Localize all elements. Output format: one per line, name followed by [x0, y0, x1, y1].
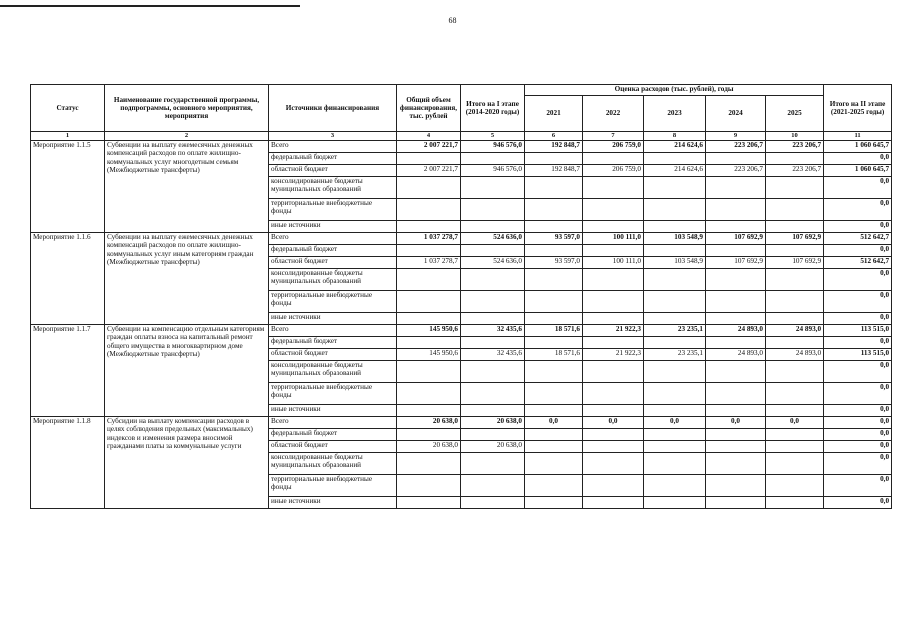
header-year: 2021 [525, 96, 583, 132]
source-label: консолидированные бюджеты муниципальных образований [269, 453, 397, 475]
value-cell [461, 153, 525, 165]
value-cell [706, 361, 766, 383]
column-number: 2 [105, 132, 269, 141]
value-cell [397, 337, 461, 349]
value-cell [525, 313, 583, 325]
value-cell: 93 597,0 [525, 233, 583, 245]
value-cell [525, 383, 583, 405]
value-cell [397, 199, 461, 221]
value-cell [644, 199, 706, 221]
value-cell: 0,0 [824, 383, 892, 405]
measure-name: Субсидии на выплату компенсации расходов в целях соблюдения предельных (максимальных) индексов и изменения размера вносимой гражданами платы за коммунальные услуги [105, 417, 269, 509]
column-number: 6 [525, 132, 583, 141]
table-row [31, 417, 892, 429]
value-cell [766, 453, 824, 475]
value-cell: 113 515,0 [824, 325, 892, 337]
header-sources: Источники финансирования [269, 85, 397, 132]
source-label: Всего [269, 233, 397, 245]
value-cell [461, 429, 525, 441]
value-cell [706, 245, 766, 257]
source-label: консолидированные бюджеты муниципальных образований [269, 361, 397, 383]
value-cell [706, 177, 766, 199]
value-cell [461, 361, 525, 383]
value-cell: 24 893,0 [766, 349, 824, 361]
value-cell [461, 453, 525, 475]
value-cell: 223 206,7 [706, 165, 766, 177]
value-cell [766, 475, 824, 497]
value-cell [461, 177, 525, 199]
value-cell: 0,0 [824, 417, 892, 429]
value-cell [583, 497, 644, 509]
value-cell: 113 515,0 [824, 349, 892, 361]
value-cell [397, 153, 461, 165]
value-cell: 524 636,0 [461, 257, 525, 269]
value-cell: 946 576,0 [461, 141, 525, 153]
value-cell: 2 007 221,7 [397, 141, 461, 153]
value-cell: 93 597,0 [525, 257, 583, 269]
value-cell [461, 199, 525, 221]
value-cell: 0,0 [824, 441, 892, 453]
value-cell [706, 475, 766, 497]
value-cell [461, 337, 525, 349]
source-label: территориальные внебюджетные фонды [269, 291, 397, 313]
value-cell: 21 922,3 [583, 349, 644, 361]
source-label: областной бюджет [269, 441, 397, 453]
value-cell [644, 441, 706, 453]
value-cell: 145 950,6 [397, 325, 461, 337]
table-row [31, 233, 892, 245]
value-cell [461, 405, 525, 417]
value-cell: 24 893,0 [766, 325, 824, 337]
value-cell: 206 759,0 [583, 165, 644, 177]
value-cell: 103 548,9 [644, 257, 706, 269]
table-row [31, 141, 892, 153]
value-cell [644, 221, 706, 233]
value-cell: 0,0 [824, 269, 892, 291]
value-cell [644, 269, 706, 291]
value-cell [397, 313, 461, 325]
source-label: областной бюджет [269, 349, 397, 361]
value-cell: 0,0 [824, 177, 892, 199]
measure-name: Субвенции на выплату ежемесячных денежных компенсаций расходов по оплате жилищно-коммунальных услуг многодетным семьям (Межбюджетные трансферты) [105, 141, 269, 233]
value-cell: 0,0 [824, 475, 892, 497]
value-cell: 214 624,6 [644, 141, 706, 153]
value-cell: 103 548,9 [644, 233, 706, 245]
value-cell [525, 441, 583, 453]
value-cell [766, 383, 824, 405]
value-cell: 214 624,6 [644, 165, 706, 177]
value-cell [583, 291, 644, 313]
value-cell [397, 245, 461, 257]
source-label: Всего [269, 325, 397, 337]
value-cell [583, 269, 644, 291]
value-cell [525, 153, 583, 165]
value-cell [706, 441, 766, 453]
value-cell: 512 642,7 [824, 257, 892, 269]
value-cell: 107 692,9 [706, 233, 766, 245]
value-cell [397, 361, 461, 383]
value-cell: 512 642,7 [824, 233, 892, 245]
value-cell [766, 405, 824, 417]
source-label: территориальные внебюджетные фонды [269, 383, 397, 405]
source-label: иные источники [269, 221, 397, 233]
value-cell [644, 361, 706, 383]
value-cell [525, 361, 583, 383]
value-cell [525, 245, 583, 257]
value-cell [525, 199, 583, 221]
value-cell [644, 383, 706, 405]
source-label: консолидированные бюджеты муниципальных образований [269, 269, 397, 291]
measure-name: Субвенции на выплату ежемесячных денежных компенсаций расходов по оплате жилищно-коммунальных услуг иным категориям граждан (Межбюджетные трансферты) [105, 233, 269, 325]
value-cell [583, 177, 644, 199]
value-cell: 0,0 [824, 361, 892, 383]
measure-status: Мероприятие 1.1.5 [31, 141, 105, 233]
measure-status: Мероприятие 1.1.7 [31, 325, 105, 417]
value-cell [706, 453, 766, 475]
value-cell: 1 037 278,7 [397, 257, 461, 269]
top-rule [0, 5, 300, 7]
value-cell [583, 405, 644, 417]
value-cell [644, 245, 706, 257]
value-cell [706, 405, 766, 417]
table-row [31, 325, 892, 337]
value-cell [644, 475, 706, 497]
value-cell: 32 435,6 [461, 325, 525, 337]
column-number: 10 [766, 132, 824, 141]
value-cell: 0,0 [824, 153, 892, 165]
value-cell: 1 060 645,7 [824, 165, 892, 177]
value-cell [525, 177, 583, 199]
value-cell: 223 206,7 [766, 141, 824, 153]
value-cell: 0,0 [824, 497, 892, 509]
value-cell [525, 269, 583, 291]
measure-status: Мероприятие 1.1.6 [31, 233, 105, 325]
value-cell [525, 475, 583, 497]
value-cell: 0,0 [525, 417, 583, 429]
source-label: Всего [269, 141, 397, 153]
header-stage2: Итого на II этапе (2021-2025 годы) [824, 85, 892, 132]
value-cell: 0,0 [766, 417, 824, 429]
value-cell: 0,0 [824, 199, 892, 221]
value-cell: 0,0 [824, 313, 892, 325]
value-cell [644, 177, 706, 199]
value-cell [766, 429, 824, 441]
value-cell: 107 692,9 [766, 257, 824, 269]
value-cell: 100 111,0 [583, 233, 644, 245]
value-cell: 2 007 221,7 [397, 165, 461, 177]
value-cell [525, 453, 583, 475]
value-cell [461, 475, 525, 497]
value-cell [766, 153, 824, 165]
value-cell [706, 291, 766, 313]
source-label: территориальные внебюджетные фонды [269, 199, 397, 221]
value-cell: 107 692,9 [706, 257, 766, 269]
source-label: консолидированные бюджеты муниципальных образований [269, 177, 397, 199]
source-label: Всего [269, 417, 397, 429]
value-cell [583, 453, 644, 475]
value-cell: 20 638,0 [461, 441, 525, 453]
value-cell [461, 291, 525, 313]
source-label: федеральный бюджет [269, 337, 397, 349]
value-cell [706, 269, 766, 291]
header-status: Статус [31, 85, 105, 132]
column-number: 3 [269, 132, 397, 141]
value-cell: 0,0 [583, 417, 644, 429]
value-cell [766, 441, 824, 453]
value-cell [706, 383, 766, 405]
header-stage1: Итого на I этапе (2014-2020 годы) [461, 85, 525, 132]
value-cell [644, 291, 706, 313]
value-cell [706, 337, 766, 349]
value-cell [644, 429, 706, 441]
value-cell [766, 313, 824, 325]
value-cell: 0,0 [706, 417, 766, 429]
value-cell: 18 571,6 [525, 349, 583, 361]
value-cell [583, 361, 644, 383]
column-number: 11 [824, 132, 892, 141]
value-cell [525, 221, 583, 233]
value-cell: 0,0 [824, 337, 892, 349]
value-cell: 20 638,0 [397, 441, 461, 453]
header-year: 2024 [706, 96, 766, 132]
value-cell: 20 638,0 [397, 417, 461, 429]
value-cell: 223 206,7 [766, 165, 824, 177]
value-cell [461, 383, 525, 405]
column-number: 8 [644, 132, 706, 141]
value-cell [583, 221, 644, 233]
value-cell: 145 950,6 [397, 349, 461, 361]
value-cell: 18 571,6 [525, 325, 583, 337]
value-cell: 0,0 [824, 245, 892, 257]
source-label: областной бюджет [269, 257, 397, 269]
header-year: 2022 [583, 96, 644, 132]
value-cell [644, 497, 706, 509]
value-cell [525, 337, 583, 349]
source-label: федеральный бюджет [269, 153, 397, 165]
value-cell [766, 291, 824, 313]
value-cell [766, 337, 824, 349]
value-cell: 20 638,0 [461, 417, 525, 429]
value-cell [706, 221, 766, 233]
value-cell [706, 199, 766, 221]
value-cell [766, 199, 824, 221]
value-cell: 107 692,9 [766, 233, 824, 245]
value-cell [583, 337, 644, 349]
value-cell [461, 269, 525, 291]
value-cell: 0,0 [824, 405, 892, 417]
value-cell: 32 435,6 [461, 349, 525, 361]
value-cell [583, 383, 644, 405]
value-cell [583, 441, 644, 453]
page-number: 68 [448, 16, 457, 25]
value-cell [397, 429, 461, 441]
value-cell [766, 361, 824, 383]
value-cell: 0,0 [824, 291, 892, 313]
value-cell [525, 497, 583, 509]
value-cell: 24 893,0 [706, 349, 766, 361]
value-cell [397, 405, 461, 417]
value-cell [766, 497, 824, 509]
column-number: 5 [461, 132, 525, 141]
column-number: 4 [397, 132, 461, 141]
value-cell [525, 405, 583, 417]
header-total: Общий объем финансирования, тыс. рублей [397, 85, 461, 132]
value-cell: 192 848,7 [525, 141, 583, 153]
value-cell: 100 111,0 [583, 257, 644, 269]
column-number: 9 [706, 132, 766, 141]
value-cell: 206 759,0 [583, 141, 644, 153]
source-label: областной бюджет [269, 165, 397, 177]
measure-status: Мероприятие 1.1.8 [31, 417, 105, 509]
source-label: иные источники [269, 497, 397, 509]
value-cell: 0,0 [644, 417, 706, 429]
value-cell [397, 475, 461, 497]
value-cell: 1 037 278,7 [397, 233, 461, 245]
value-cell [397, 453, 461, 475]
header-name: Наименование государственной программы, подпрограммы, основного мероприятия, мероприятия [105, 85, 269, 132]
value-cell [397, 383, 461, 405]
value-cell: 223 206,7 [706, 141, 766, 153]
value-cell [583, 313, 644, 325]
header-year: 2023 [644, 96, 706, 132]
value-cell [706, 497, 766, 509]
value-cell [397, 291, 461, 313]
value-cell: 0,0 [824, 453, 892, 475]
value-cell [397, 221, 461, 233]
value-cell [644, 313, 706, 325]
header-estimate: Оценка расходов (тыс. рублей), годы [525, 85, 824, 96]
value-cell [583, 475, 644, 497]
value-cell: 21 922,3 [583, 325, 644, 337]
value-cell [461, 313, 525, 325]
value-cell: 23 235,1 [644, 349, 706, 361]
value-cell [397, 269, 461, 291]
source-label: территориальные внебюджетные фонды [269, 475, 397, 497]
value-cell: 24 893,0 [706, 325, 766, 337]
header-year: 2025 [766, 96, 824, 132]
value-cell [766, 221, 824, 233]
value-cell [583, 153, 644, 165]
measure-name: Субвенции на компенсацию отдельным категориям граждан оплаты взноса на капитальный ремонт общего имущества в многоквартирном доме (Межбюджетные трансферты) [105, 325, 269, 417]
value-cell [706, 429, 766, 441]
value-cell [644, 337, 706, 349]
value-cell [525, 429, 583, 441]
value-cell: 0,0 [824, 429, 892, 441]
value-cell [644, 453, 706, 475]
source-label: федеральный бюджет [269, 245, 397, 257]
value-cell [766, 269, 824, 291]
value-cell [583, 199, 644, 221]
value-cell [397, 177, 461, 199]
value-cell [766, 245, 824, 257]
value-cell [644, 405, 706, 417]
value-cell [525, 291, 583, 313]
value-cell [766, 177, 824, 199]
value-cell: 23 235,1 [644, 325, 706, 337]
value-cell: 192 848,7 [525, 165, 583, 177]
value-cell [461, 497, 525, 509]
value-cell [461, 245, 525, 257]
value-cell: 524 636,0 [461, 233, 525, 245]
source-label: иные источники [269, 405, 397, 417]
financing-table [30, 84, 892, 509]
column-number: 7 [583, 132, 644, 141]
value-cell [583, 429, 644, 441]
value-cell: 946 576,0 [461, 165, 525, 177]
value-cell [706, 153, 766, 165]
value-cell [583, 245, 644, 257]
value-cell [397, 497, 461, 509]
value-cell [461, 221, 525, 233]
value-cell: 0,0 [824, 221, 892, 233]
column-number: 1 [31, 132, 105, 141]
source-label: иные источники [269, 313, 397, 325]
value-cell [644, 153, 706, 165]
source-label: федеральный бюджет [269, 429, 397, 441]
value-cell [706, 313, 766, 325]
value-cell: 1 060 645,7 [824, 141, 892, 153]
